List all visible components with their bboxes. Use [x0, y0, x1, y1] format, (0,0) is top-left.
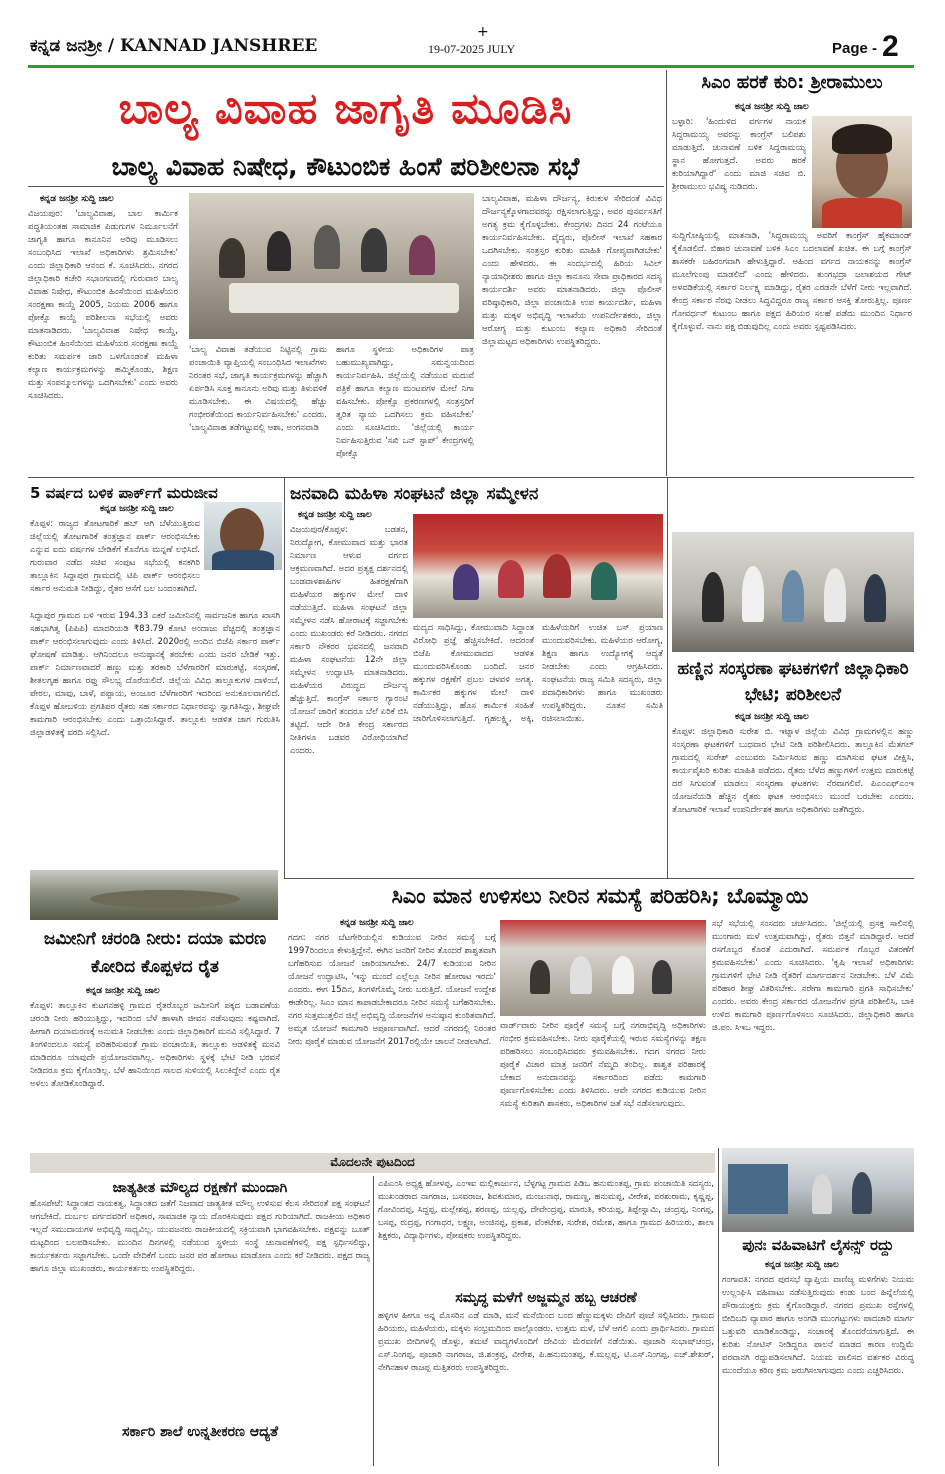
womens-headline: ಜನವಾದಿ ಮಹಿಳಾ ಸಂಘಟನೆ ಜಿಲ್ಲಾ ಸಮ್ಮೇಳನ [290, 484, 539, 504]
column-divider-2 [284, 478, 285, 878]
school-headline: ಸರ್ಕಾರಿ ಶಾಲೆ ಉನ್ನತೀಕರಣ ಆದ್ಯತೆ [121, 1424, 279, 1440]
names-column: ಎಪಿಎಂಸಿ ಅಧ್ಯಕ್ಷ ಹೋಳಪ್ಪ, ಎಂಇಐ ಮಲ್ಲಿಕಾರ್ಜುನ, ಬೆಳ್ಳಗಟ್ಟ ಗ್ರಾಮದ ಪಿಡಿಒ ಹನುಮಂತಪ್ಪ, ಗ್ರಾಮ ಪಂಚಾಯಿತಿ ಸದಸ್ಯರು, ಮುಖಂಡರಾದ ನಾಗರಾಜ, ಬಸವರಾಜ, ಶಿವಕುಮಾರ, ಮಂಜುನಾಥ, ರಾಮಣ್ಣ, ಹನುಮಪ್ಪ, ವೀರೇಶ, ಪರಶುರಾಮ, ಕೃಷ್ಣಪ್ಪ, ಗೋವಿಂದಪ್ಪ, ಸಿದ್ದಪ್ಪ, ಮಲ್ಲೇಶಪ್ಪ, ಶರಣಪ್ಪ, ಯಲ್ಲಪ್ಪ, ದೇವೇಂದ್ರಪ್ಪ, ಮಾರುತಿ, ಕರಿಯಪ್ಪ, ತಿಪ್ಪೇಸ್ವಾಮಿ, ಚಂದ್ರಪ್ಪ, ನಿಂಗಪ್ಪ, ಬಸಪ್ಪ, ರುದ್ರಪ್ಪ, ಗಂಗಾಧರ, ಲಕ್ಷ್ಮಣ, ಅಂಜಿನಪ್ಪ, ಪ್ರಕಾಶ, ವೆಂಕಟೇಶ, ಸುರೇಶ, ರಮೇಶ, ಹಾಗೂ ಗ್ರಾಮದ ಹಿರಿಯರು, ಶಾಲಾ ಶಿಕ್ಷಕರು, ವಿದ್ಯಾರ್ಥಿಗಳು, ಪೋಷಕರು ಉಪಸ್ಥಿತರಿದ್ದರು. [378, 1179, 714, 1241]
lead-column-3: ಹಾಗೂ ಸ್ಥಳೀಯ ಅಧಿಕಾರಿಗಳ ಪಾತ್ರ ಬಹುಮುಖ್ಯವಾಗಿದ್ದು, ಸಮನ್ವಯದಿಂದ ಕಾರ್ಯನಿರ್ವಹಿಸಿ. ಜಿಲ್ಲೆಯಲ್ಲಿ ನಡೆಯುವ ಮದುವೆ ಪತ್ರಿಕೆ ಹಾಗೂ ಕಲ್ಯಾಣ ಮಂಟಪಗಳ ಮೇಲೆ ನಿಗಾ ವಹಿಸಬೇಕು. ಪೋಕ್ಸೊ ಪ್ರಕರಣಗಳಲ್ಲಿ ಸಂತ್ರಸ್ತರಿಗೆ ತ್ವರಿತ ನ್ಯಾಯ ಒದಗಿಸಲು ಕ್ರಮ ವಹಿಸಬೇಕು' ಎಂದು ಸೂಚಿಸಿದರು. 'ಜಿಲ್ಲೆಯಲ್ಲಿ ಕಾರ್ಯ ನಿರ್ವಹಿಸುತ್ತಿರುವ 'ಸಖಿ ಒನ್ ಸ್ಟಾಪ್' ಕೇಂದ್ರಗಳಲ್ಲಿ ಪೋಕ್ಸೊ [336, 345, 474, 459]
dc-visit-byline: ಕನ್ನಡ ಜನಶ್ರೀ ಸುದ್ದಿ ಜಾಲ [735, 712, 809, 722]
womens-byline: ಕನ್ನಡ ಜನಶ್ರೀ ಸುದ್ದಿ ಜಾಲ [298, 510, 372, 520]
park-headline: 5 ವರ್ಷದ ಬಳಿಕ ಪಾರ್ಕ್‌ಗೆ ಮರುಜೀವ [30, 484, 218, 502]
dc-visit-column: ಕೊಪ್ಪಳ: ಜಿಲ್ಲಾಧಿಕಾರಿ ಸುರೇಶ ಬಿ. ಇಟ್ನಾಳ ಜಿಲ್ಲೆಯ ವಿವಿಧ ಗ್ರಾಮಗಳಲ್ಲಿನ ಹಣ್ಣು ಸಂಸ್ಕರಣಾ ಘಟಕಗಳಿಗೆ ಬುಧವಾರ ಭೇಟಿ ನೀಡಿ ಪರಿಶೀಲಿಸಿದರು. ತಾಲ್ಲೂಕಿನ ಮೆತಗಲ್ ಗ್ರಾಮದಲ್ಲಿ ಸುರೇಶ್ ಎಂಬುವರು ನಿರ್ಮಿಸಿರುವ ಹಣ್ಣು ಮಾಗಿಸುವ ಘಟಕ ವೀಕ್ಷಿಸಿ, ಕಾರ್ಯವೈಖರಿ ಕುರಿತು ಮಾಹಿತಿ ಪಡೆದರು. ರೈತರು ಬೆಳೆದ ಹಣ್ಣುಗಳಿಗೆ ಉತ್ತಮ ಮಾರುಕಟ್ಟೆ ದರ ಸಿಗುವಂತೆ ಮಾಡಲು ಸಂಸ್ಕರಣಾ ಘಟಕಗಳು ನೆರವಾಗಲಿವೆ. ಪಿಎಂಎಫ್‌ಎಂಇ ಯೋಜನೆಯಡಿ ಹೆಚ್ಚಿನ ರೈತರು ಘಟಕ ಆರಂಭಿಸಲು ಮುಂದೆ ಬರಬೇಕು ಎಂದರು. ತೋಟಗಾರಿಕೆ ಇಲಾಖೆ ಉಪನಿರ್ದೇಶಕ ಹಾಗೂ ಅಧಿಕಾರಿಗಳು ಜತೆಗಿದ್ದರು. [672, 727, 914, 815]
sriramulu-column-body: ಸುದ್ದಿಗೋಷ್ಠಿಯಲ್ಲಿ ಮಾತನಾಡಿ, 'ಸಿದ್ದರಾಮಯ್ಯ ಅವರಿಗೆ ಕಾಂಗ್ರೆಸ್ ಹೈಕಮಾಂಡ್ ಕೈಕೊಡಲಿದೆ. ಬಿಹಾರ ಚುನಾವಣೆ ಬಳಿಕ ಸಿಎಂ ಬದಲಾವಣೆ ಖಚಿತ. ಈ ಬಗ್ಗೆ ಕಾಂಗ್ರೆಸ್ ಶಾಸಕರೇ ಬಹಿರಂಗವಾಗಿ ಹೇಳುತ್ತಿದ್ದಾರೆ. ಅಹಿಂದ ವರ್ಗದ ನಾಯಕನನ್ನು ಕಾಂಗ್ರೆಸ್ ಮೂಲೆಗುಂಪು ಮಾಡಲಿದೆ' ಎಂದು ಹೇಳಿದರು. ತುಂಗಭದ್ರಾ ಜಲಾಶಯದ ಗೇಟ್ ಅಳವಡಿಕೆಯಲ್ಲಿ ಸರ್ಕಾರ ನಿರ್ಲಕ್ಷ್ಯ ಮಾಡಿದ್ದು, ರೈತರ ಎರಡನೇ ಬೆಳೆಗೆ ನೀರು ಇಲ್ಲವಾಗಿದೆ. ಕೇಂದ್ರ ಸರ್ಕಾರ ನೆರವು ನೀಡಲು ಸಿದ್ಧವಿದ್ದರೂ ರಾಜ್ಯ ಸರ್ಕಾರ ಆಸಕ್ತಿ ತೋರುತ್ತಿಲ್ಲ. ಪೂರ್ಣ ಗೋವರ್ಧನ್ ಕುಟುಂಬ ಹಾಗೂ ಪಕ್ಷದ ಹಿರಿಯರ ಸಲಹೆ ಪಡೆದು ಮುಂದಿನ ನಿರ್ಧಾರ ಕೈಗೊಳ್ಳುವೆ. ನಾನು ಪಕ್ಷ ಬಿಡುವುದಿಲ್ಲ ಎಂದು ಅವರು ಸ್ಪಷ್ಟಪಡಿಸಿದರು. [672, 231, 912, 332]
festival-column: ಹಳ್ಳಿಗಳ ಹೀಗೂ ಅನ್ನ ಮೊಸರಿನ ಎಡೆ ಮಾಡಿ, ಮನೆ ಮನೆಯಿಂದ ಬಂದ ಹೆಣ್ಣುಮಕ್ಕಳು ದೇವಿಗೆ ಪೂಜೆ ಸಲ್ಲಿಸಿದರು. ಗ್ರಾಮದ ಹಿರಿಯರು, ಮಹಿಳೆಯರು, ಮಕ್ಕಳು ಸಂಭ್ರಮದಿಂದ ಪಾಲ್ಗೊಂಡರು. ಉತ್ತಮ ಮಳೆ, ಬೆಳೆ ಆಗಲಿ ಎಂದು ಪ್ರಾರ್ಥಿಸಿದರು. ಗ್ರಾಮದ ಪ್ರಮುಖ ಬೀದಿಗಳಲ್ಲಿ ಡೊಳ್ಳು, ತಮಟೆ ವಾದ್ಯಗಳೊಂದಿಗೆ ದೇವಿಯ ಮೆರವಣಿಗೆ ನಡೆಯಿತು. ಪೂಜಾರಿ ಸುಭಾಷ್‌ಚಂದ್ರ, ಎಸ್.ನಿಂಗಪ್ಪ, ಪೂಜಾರಿ ನಾಗರಾಜ, ಜಿ.ಶಂಕ್ರಪ್ಪ, ವೀರೇಶ, ಪಿ.ಹನುಮಂತಪ್ಪ, ಕೆ.ಮಲ್ಲಪ್ಪ, ಟಿ.ಎಸ್.ನಿಂಗಪ್ಪ, ಎಚ್.ಶೇಖರ್, ನೇಗಿನಹಾಳ ರಾಜಪ್ಪ ಮತ್ತಿತರರು ಉಪಸ್ಥಿತರಿದ್ದರು. [378, 1311, 714, 1373]
festival-headline: ಸಮೃದ್ಧ ಮಳೆಗೆ ಅಜ್ಜಮ್ಮನ ಹಬ್ಬ ಆಚರಣೆ [455, 1290, 637, 1306]
section-banner-label: ಮೊದಲನೇ ಪುಟದಿಂದ [330, 1155, 415, 1169]
issue-date: 19-07-2025 JULY [428, 42, 516, 56]
sriramulu-column-top: ಬಳ್ಳಾರಿ: 'ಹಿಂದುಳಿದ ವರ್ಗಗಳ ನಾಯಕ ಸಿದ್ದರಾಮಯ್ಯ ಅವರನ್ನು ಕಾಂಗ್ರೆಸ್ ಬಲಿಪಶು ಮಾಡುತ್ತಿದೆ. ಚುನಾವಣೆ ಬಳಿಕ ಸಿದ್ದರಾಮಯ್ಯ ಸ್ಥಾನ ಹೋಗುತ್ತದೆ. ಅವರು ಹರಕೆ ಕುರಿಯಾಗಿದ್ದಾರೆ' ಎಂದು ಮಾಜಿ ಸಚಿವ ಬಿ. ಶ್ರೀರಾಮುಲು ಭವಿಷ್ಯ ನುಡಿದರು. [672, 117, 806, 192]
license-photo [722, 1148, 914, 1232]
bommai-photo [500, 920, 706, 1016]
lead-byline: ಕನ್ನಡ ಜನಶ್ರೀ ಸುದ್ದಿ ಜಾಲ [40, 194, 114, 204]
lead-column-4: ಬಾಲ್ಯವಿವಾಹ, ಮಹಿಳಾ ದೌರ್ಜನ್ಯ, ಕಿರುಕುಳ ಸೇರಿದಂತೆ ವಿವಿಧ ದೌರ್ಜನ್ಯಕ್ಕೊಳಗಾದವರನ್ನು ರಕ್ಷಿಸಲಾಗುತ್ತಿದ್ದು, ಅವರ ಪುನರ್ವಸತಿಗೆ ಅಗತ್ಯ ಕ್ರಮ ಕೈಗೊಳ್ಳಬೇಕು. ಕೇಂದ್ರಗಳು ದಿನದ 24 ಗಂಟೆಯೂ ಕಾರ್ಯನಿರ್ವಹಿಸಬೇಕು. ವೈದ್ಯರು, ಪೊಲೀಸ್ ಇಲಾಖೆ ಸಹಕಾರ ಒದಗಿಸಬೇಕು. ಸಂತ್ರಸ್ತರ ಕುರಿತು ಮಾಹಿತಿ ಗೋಪ್ಯವಾಗಿಡಬೇಕು' ಎಂದು ಹೇಳಿದರು. ಈ ಸಂದರ್ಭದಲ್ಲಿ ಹಿರಿಯ ಸಿವಿಲ್ ನ್ಯಾಯಾಧೀಶರು ಹಾಗೂ ಜಿಲ್ಲಾ ಕಾನೂನು ಸೇವಾ ಪ್ರಾಧಿಕಾರದ ಸದಸ್ಯ ಕಾರ್ಯದರ್ಶಿ ಅವರು ಮಾತನಾಡಿದರು. ಜಿಲ್ಲಾ ಪೊಲೀಸ್ ವರಿಷ್ಠಾಧಿಕಾರಿ, ಜಿಲ್ಲಾ ಪಂಚಾಯಿತಿ ಉಪ ಕಾರ್ಯದರ್ಶಿ, ಮಹಿಳಾ ಮತ್ತು ಮಕ್ಕಳ ಅಭಿವೃದ್ಧಿ ಇಲಾಖೆಯ ಉಪನಿರ್ದೇಶಕರು, ಜಿಲ್ಲಾ ಆರೋಗ್ಯ ಮತ್ತು ಕುಟುಂಬ ಕಲ್ಯಾಣ ಅಧಿಕಾರಿ ಸೇರಿದಂತೆ ಜಿಲ್ಲಾಮಟ್ಟದ ಅಧಿಕಾರಿಗಳು ಉಪಸ್ಥಿತರಿದ್ದರು. [482, 194, 662, 347]
masthead-title: ಕನ್ನಡ ಜನಶ್ರೀ / KANNAD JANSHREE [30, 36, 318, 56]
caste-headline: ಜಾತ್ಯತೀತ ಮೌಲ್ಯದ ರಕ್ಷಣೆಗೆ ಮುಂದಾಗಿ [112, 1180, 288, 1196]
column-divider [666, 70, 667, 476]
license-byline: ಕನ್ನಡ ಜನಶ್ರೀ ಸುದ್ದಿ ಜಾಲ [765, 1260, 839, 1270]
page-label: Page - [832, 40, 878, 57]
bommai-byline: ಕನ್ನಡ ಜನಶ್ರೀ ಸುದ್ದಿ ಜಾಲ [340, 918, 414, 928]
park-column-body: ಸಿದ್ದಾಪುರ ಗ್ರಾಮದ ಬಳಿ ಇರುವ 194.33 ಎಕರೆ ಜಮೀನಿನಲ್ಲಿ ಸಾರ್ವಜನಿಕ ಹಾಗೂ ಖಾಸಗಿ ಸಹಭಾಗಿತ್ವ (ಪಿಪಿಪಿ) ಮಾದರಿಯಡಿ ₹83.79 ಕೋಟಿ ಅಂದಾಜು ವೆಚ್ಚದಲ್ಲಿ ತಂತ್ರಜ್ಞಾನ ಪಾರ್ಕ್ ಆರಂಭಿಸಲಾಗುವುದು ಎಂದು ತಿಳಿಸಿದೆ. 2020ರಲ್ಲಿ ಅಂದಿನ ಬಿಜೆಪಿ ಸರ್ಕಾರ ಪಾರ್ಕ್ ಘೋಷಣೆ ಮಾಡಿತ್ತು. ಆಗಿನಿಂದಲೂ ಅನುಷ್ಠಾನಕ್ಕೆ ತರಬೇಕು ಎಂದು ಜನರ ಬೇಡಿಕೆ ಇತ್ತು. ಪಾರ್ಕ್ ನಿರ್ಮಾಣವಾದರೆ ಹಣ್ಣು ಮತ್ತು ತರಕಾರಿ ಬೆಳೆಗಾರರಿಗೆ ಮಾರುಕಟ್ಟೆ, ಸಂಸ್ಕರಣೆ, ಶೀತಲಗೃಹ ಹಾಗೂ ರಫ್ತು ಸೌಲಭ್ಯ ದೊರೆಯಲಿದೆ. ಜಿಲ್ಲೆಯ ವಿವಿಧ ತಾಲ್ಲೂಕುಗಳ ದಾಳಿಂಬೆ, ಪೇರಲ, ಮಾವು, ಬಾಳೆ, ಪಪ್ಪಾಯ, ಅಂಜೂರ ಬೆಳೆಗಾರರಿಗೆ ಇದರಿಂದ ಅನುಕೂಲವಾಗಲಿದೆ. ಕೊಪ್ಪಳ ಹೋಬಳಿಯ ಪ್ರಗತಿಪರ ರೈತರು ಸಹ ಸರ್ಕಾರದ ನಿರ್ಧಾರವನ್ನು ಸ್ವಾಗತಿಸಿದ್ದು, ಶೀಘ್ರವೇ ಕಾಮಗಾರಿ ಆರಂಭಿಸಬೇಕು ಎಂದು ಒತ್ತಾಯಿಸಿದ್ದಾರೆ. ತಾಲ್ಲೂಕು ಆಡಳಿತ ಜಾಗ ಗುರುತಿಸಿ ಜಿಲ್ಲಾಡಳಿತಕ್ಕೆ ವರದಿ ಸಲ್ಲಿಸಿದೆ. [30, 611, 280, 738]
lead-column-1: ವಿಜಯಪುರ: 'ಬಾಲ್ಯವಿವಾಹ, ಬಾಲ ಕಾರ್ಮಿಕ ಪದ್ಧತಿಯಂತಹ ಸಾಮಾಜಿಕ ಪಿಡುಗುಗಳ ನಿರ್ಮೂಲನೆಗೆ ಜಾಗೃತಿ ಹಾಗೂ ಕಾನೂನಿನ ಅರಿವು ಮೂಡಿಸಲು ಸಂಬಂಧಿಸಿದ ಇಲಾಖೆ ಅಧಿಕಾರಿಗಳು ಶ್ರಮಿಸಬೇಕು' ಎಂದು ಜಿಲ್ಲಾಧಿಕಾರಿ ಆನಂದ ಕೆ. ಸೂಚಿಸಿದರು. ನಗರದ ಜಿಲ್ಲಾಧಿಕಾರಿ ಕಚೇರಿ ಸಭಾಂಗಣದಲ್ಲಿ ಗುರುವಾರ ಬಾಲ್ಯ ವಿವಾಹ ನಿಷೇಧ, ಕೌಟುಂಬಿಕ ಹಿಂಸೆಯಿಂದ ಮಹಿಳೆಯರ ಸಂರಕ್ಷಣಾ ಕಾಯ್ದೆ 2005, ನಿಯಮ 2006 ಹಾಗೂ ಪೋಕ್ಸೊ ಕಾಯ್ದೆ ಪರಿಶೀಲನಾ ಸಭೆಯಲ್ಲಿ ಅವರು ಮಾತನಾಡಿದರು. 'ಬಾಲ್ಯವಿವಾಹ ನಿಷೇಧ ಕಾಯ್ದೆ, ಕೌಟುಂಬಿಕ ಹಿಂಸೆಯಿಂದ ಮಹಿಳೆಯರ ಸಂರಕ್ಷಣಾ ಕಾಯ್ದೆ ಕುರಿತು ಸಮರ್ಪಕ ಜಾರಿ ಒಳಗೊಂಡಂತೆ ಮಹಿಳಾ ಕಲ್ಯಾಣ ಕಾರ್ಯಕ್ರಮಗಳನ್ನು ಹಮ್ಮಿಕೊಂಡು, ಶಿಕ್ಷಣ ಮತ್ತು ಸಂಪನ್ಮೂಲಗಳನ್ನು ಒದಗಿಸಬೇಕು' ಎಂದು ಅವರು ಸೂಚಿಸಿದರು. [28, 209, 178, 401]
lead-subheadline: ಬಾಲ್ಯ ವಿವಾಹ ನಿಷೇಧ, ಕೌಟುಂಬಿಕ ಹಿಂಸೆ ಪರಿಶೀಲನಾ ಸಭೆ [111, 152, 580, 181]
womens-photo [413, 514, 663, 618]
bommai-column-3: ಸಭೆ ಸಭೆಯಲ್ಲಿ ಸಂಸದರು ಚರ್ಚಿಸಿದರು. 'ಜಿಲ್ಲೆಯಲ್ಲಿ ಪ್ರಸಕ್ತ ಸಾಲಿನಲ್ಲಿ ಮುಂಗಾರು ಮಳೆ ಉತ್ತಮವಾಗಿದ್ದು, ರೈತರು ಬಿತ್ತನೆ ಮಾಡಿದ್ದಾರೆ. ಆದರೆ ರಸಗೊಬ್ಬರ ಕೊರತೆ ಎದುರಾಗಿದೆ. ಸಮರ್ಪಕ ಗೊಬ್ಬರ ವಿತರಣೆಗೆ ಕ್ರಮವಹಿಸಬೇಕು' ಎಂದು ಸೂಚಿಸಿದರು. 'ಕೃಷಿ ಇಲಾಖೆ ಅಧಿಕಾರಿಗಳು ಗ್ರಾಮಗಳಿಗೆ ಭೇಟಿ ನೀಡಿ ರೈತರಿಗೆ ಮಾರ್ಗದರ್ಶನ ನೀಡಬೇಕು. ಬೆಳೆ ವಿಮೆ ಪರಿಹಾರ ಶೀಘ್ರ ವಿತರಿಸಬೇಕು. ನರೇಗಾ ಕಾಮಗಾರಿ ಪ್ರಗತಿ ಸಾಧಿಸಬೇಕು' ಎಂದರು. ಅವರು ಕೇಂದ್ರ ಸರ್ಕಾರದ ಯೋಜನೆಗಳ ಪ್ರಗತಿ ಪರಿಶೀಲಿಸಿ, ಬಾಕಿ ಉಳಿದ ಕಾಮಗಾರಿ ಪೂರ್ಣಗೊಳಿಸಲು ಸೂಚಿಸಿದರು. ಜಿಲ್ಲಾಧಿಕಾರಿ ಹಾಗೂ ಜಿ.ಪಂ. ಸಿಇಒ ಇದ್ದರು. [712, 919, 914, 1033]
lead-headline: ಬಾಲ್ಯ ವಿವಾಹ ಜಾಗೃತಿ ಮೂಡಿಸಿ [118, 84, 573, 134]
section-rule-2 [284, 878, 914, 879]
dc-visit-photo [672, 532, 914, 652]
license-column: ಗಂಗಾವತಿ: ನಗರದ ಪುರಸಭೆ ವ್ಯಾಪ್ತಿಯ ವಾಣಿಜ್ಯ ಮಳಿಗೆಗಳು ನಿಯಮ ಉಲ್ಲಂಘಿಸಿ ವಹಿವಾಟು ನಡೆಸುತ್ತಿರುವುದು ಕಂಡು ಬಂದ ಹಿನ್ನೆಲೆಯಲ್ಲಿ ಪೌರಾಯುಕ್ತರು ಕ್ರಮ ಕೈಗೊಂಡಿದ್ದಾರೆ. ನಗರದ ಪ್ರಮುಖ ರಸ್ತೆಗಳಲ್ಲಿ ಬೀದಿಬದಿ ವ್ಯಾಪಾರ ಹಾಗೂ ಅಂಗಡಿ ಮುಂಗಟ್ಟುಗಳು ಪಾದಚಾರಿ ಮಾರ್ಗ ಒತ್ತುವರಿ ಮಾಡಿಕೊಂಡಿದ್ದು, ಸಂಚಾರಕ್ಕೆ ತೊಂದರೆಯಾಗುತ್ತಿದೆ. ಈ ಕುರಿತು ನೋಟಿಸ್ ನೀಡಿದ್ದರೂ ಪಾಲನೆ ಮಾಡದ ಕಾರಣ ಉದ್ದಿಮೆ ಪರವಾನಗಿ ರದ್ದುಪಡಿಸಲಾಗಿದೆ. ನಿಯಮ ಪಾಲಿಸದ ವರ್ತಕರ ವಿರುದ್ಧ ಮುಂದೆಯೂ ಕಠಿಣ ಕ್ರಮ ಜರುಗಿಸಲಾಗುವುದು ಎಂದು ಎಚ್ಚರಿಸಿದರು. [722, 1275, 914, 1376]
womens-column-1: ವಿಜಯಪುರ/ಕೊಪ್ಪಳ: ಬಡತನ, ನಿರುದ್ಯೋಗ, ಕೋಮುವಾದ ಮತ್ತು ಭಾರತ ನಿರ್ಮಾಣ ಆಳುವ ವರ್ಗದ ಆಕ್ರಮಣವಾಗಿದೆ. ಅದರ ಪ್ರತ್ಯಕ್ಷ ದರ್ಶನದಲ್ಲಿ ಬಂಡವಾಳಶಾಹಿಗಳ ಹಿತರಕ್ಷಣೆಗಾಗಿ ಮಹಿಳೆಯರ ಹಕ್ಕುಗಳ ಮೇಲೆ ದಾಳಿ ನಡೆಯುತ್ತಿದೆ. ಮಹಿಳಾ ಸಂಘಟನೆ ಜಿಲ್ಲಾ ಸಮ್ಮೇಳನ ನಡೆಸಿ ಹೋರಾಟಕ್ಕೆ ಸಜ್ಜಾಗಬೇಕು ಎಂದು ಮುಖಂಡರು ಕರೆ ನೀಡಿದರು. ನಗರದ ಸರ್ಕಾರಿ ನೌಕರರ ಭವನದಲ್ಲಿ ಜನವಾದಿ ಮಹಿಳಾ ಸಂಘಟನೆಯ 12ನೇ ಜಿಲ್ಲಾ ಸಮ್ಮೇಳನ ಉದ್ಘಾಟಿಸಿ ಮಾತನಾಡಿದರು. ಮಹಿಳೆಯರ ವಿರುದ್ಧದ ದೌರ್ಜನ್ಯ ಹೆಚ್ಚುತ್ತಿದೆ. ಕಾಂಗ್ರೆಸ್ ಸರ್ಕಾರ ಗ್ಯಾರಂಟಿ ಯೋಜನೆ ಜಾರಿಗೆ ತಂದರೂ ಬೆಲೆ ಏರಿಕೆ ಬಿಸಿ ತಟ್ಟಿದೆ. ಆದೇ ರೀತಿ ಕೇಂದ್ರ ಸರ್ಕಾರದ ನೀತಿಗಳೂ ಬಡವರ ವಿರೋಧಿಯಾಗಿವೆ ಎಂದರು. [290, 525, 408, 756]
bommai-headline: ಸಿಎಂ ಮಾನ ಉಳಿಸಲು ನೀರಿನ ಸಮಸ್ಯೆ ಪರಿಹರಿಸಿ; ಬೊಮ್ಮಾಯಿ [391, 884, 809, 908]
sriramulu-headline: ಸಿಎಂ ಹರಕೆ ಕುರಿ: ಶ್ರೀರಾಮುಲು [701, 72, 883, 93]
sewage-photo [30, 870, 278, 920]
dc-visit-headline: ಹಣ್ಣಿನ ಸಂಸ್ಕರಣಾ ಘಟಕಗಳಿಗೆ ಜಿಲ್ಲಾಧಿಕಾರಿ ಭೇಟಿ; ಪರಿಶೀಲನೆ [677, 659, 909, 705]
section-rule-1 [28, 477, 914, 478]
meeting-photo [189, 193, 474, 339]
lead-column-2: 'ಬಾಲ್ಯ ವಿವಾಹ ತಡೆಯುವ ನಿಟ್ಟಿನಲ್ಲಿ ಗ್ರಾಮ ಪಂಚಾಯಿತಿ ವ್ಯಾಪ್ತಿಯಲ್ಲಿ ಸಂಬಂಧಿಸಿದ ಇಲಾಖೆಗಳು ನಿರಂತರ ಸಭೆ, ಜಾಗೃತಿ ಕಾರ್ಯಕ್ರಮಗಳನ್ನು ಹೆಚ್ಚಾಗಿ ಏರ್ಪಡಿಸಿ ಸೂಕ್ತ ಕಾನೂನು ಅರಿವು ಮತ್ತು ತಿಳುವಳಿಕೆ ಮೂಡಿಸಬೇಕು. ಈ ವಿಷಯದಲ್ಲಿ ಹೆಚ್ಚು ಗಂಭೀರತೆಯಿಂದ ಕಾರ್ಯನಿರ್ವಹಿಸಬೇಕು' ಎಂದರು. 'ಬಾಲ್ಯವಿವಾಹ ತಡೆಗಟ್ಟುವಲ್ಲಿ ಆಶಾ, ಅಂಗನವಾಡಿ [189, 345, 327, 433]
caste-column: ಹೊಸಪೇಟೆ: ಸಿದ್ಧಾಂತದ ನಾಯಕತ್ವ, ಸಿದ್ಧಾಂತದ ಜತೆಗೆ ನಿಜವಾದ ಜಾತ್ಯತೀತ ಮೌಲ್ಯ ಉಳಿಸುವ ಕೆಲಸ ಸೇರಿದಂತೆ ಪಕ್ಷ ಸಂಘಟನೆ ಆಗಬೇಕಿದೆ. ದುರ್ಬಲ ವರ್ಗದವರಿಗೆ ಅಧಿಕಾರ, ಸಾಮಾಜಿಕ ನ್ಯಾಯ ದೊರಕಿಸುವುದು ಪಕ್ಷದ ಗುರಿಯಾಗಿದೆ. ರಾಜಕೀಯ ಅಧಿಕಾರ ಇಲ್ಲದೆ ಸಮುದಾಯಗಳ ಅಭಿವೃದ್ಧಿ ಸಾಧ್ಯವಿಲ್ಲ. ಯುವಜನರು ರಾಜಕೀಯದಲ್ಲಿ ಸಕ್ರಿಯವಾಗಿ ಭಾಗವಹಿಸಬೇಕು. ಪಕ್ಷವನ್ನು ಬೂತ್ ಮಟ್ಟದಿಂದ ಬಲಪಡಿಸಬೇಕು. ಮುಂದಿನ ದಿನಗಳಲ್ಲಿ ನಡೆಯುವ ಸ್ಥಳೀಯ ಸಂಸ್ಥೆ ಚುನಾವಣೆಗಳಲ್ಲಿ ಪಕ್ಷ ಸ್ಪರ್ಧಿಸಲಿದ್ದು, ಕಾರ್ಯಕರ್ತರು ಸಜ್ಜಾಗಬೇಕು. ಒಂದೇ ವೇದಿಕೆಗೆ ಬಂದು ಜನರ ಪರ ಹೋರಾಟ ಮಾಡೋಣ ಎಂದು ಕರೆ ನೀಡಿದರು. ಪಕ್ಷದ ರಾಜ್ಯ ಹಾಗೂ ಜಿಲ್ಲಾ ಮುಖಂಡರು, ಕಾರ್ಯಕರ್ತರು ಉಪಸ್ಥಿತರಿದ್ದರು. [30, 1199, 370, 1274]
park-byline: ಕನ್ನಡ ಜನಶ್ರೀ ಸುದ್ದಿ ಜಾಲ [100, 504, 174, 514]
sewage-byline: ಕನ್ನಡ ಜನಶ್ರೀ ಸುದ್ದಿ ಜಾಲ [86, 986, 160, 996]
lead-rule [28, 186, 664, 187]
masthead-rule [28, 65, 914, 68]
sriramulu-photo [812, 116, 912, 228]
bommai-column-1: ಗದಗ: ನಗರ ಬೆಟಗೇರಿಯಲ್ಲಿನ ಕುಡಿಯುವ ನೀರಿನ ಸಮಸ್ಯೆ ಬಗ್ಗೆ 1997ರಿಂದಲೂ ಕೇಳುತ್ತಿದ್ದೇನೆ. ಈಗಿನ ಜನರಿಗೆ ನೀರಿನ ತೊಂದರೆ ಶಾಶ್ವತವಾಗಿ ಬಗೆಹರಿಸುವ ಯೋಜನೆ ಜಾರಿಯಾಗಬೇಕು. 24/7 ಕುಡಿಯುವ ನೀರಿನ ಯೋಜನೆ ಉದ್ಘಾಟಿಸಿ, 'ಇನ್ನು ಮುಂದೆ ಎಲ್ಲೆಲ್ಲೂ ನೀರಿನ ಹೋರಾಟ ಇರದು' ಎಂದರು. ಈಗ 15ದಿನ, ತಿಂಗಳಿಗೊಮ್ಮೆ ನೀರು ಬರುತ್ತಿದೆ. ಯೋಜನೆ ಉದ್ದೇಶ ಈಡೇರಿಲ್ಲ. ಸಿಎಂ ಮಾನ ಕಾಪಾಡಬೇಕಾದರೂ ನೀರಿನ ಸಮಸ್ಯೆ ಬಗೆಹರಿಸಬೇಕು. ನಗರ ಸುತ್ತಮುತ್ತಲಿನ ಜಿಲ್ಲೆ ಅಭಿವೃದ್ಧಿ ಯೋಜನೆಗಳ ಅನುಷ್ಠಾನ ಕುಂಠಿತವಾಗಿದೆ. ಅಮೃತ ಯೋಜನೆ ಕಾಮಗಾರಿ ಅಪೂರ್ಣವಾಗಿದೆ. ಆದರೆ ನಗರದಲ್ಲಿ ನಿರಂತರ ನೀರು ಪೂರೈಕೆ ಮಾಡುವ ಯೋಜನೆಗೆ 2017ರಲ್ಲಿಯೇ ಚಾಲನೆ ನೀಡಲಾಗಿದೆ. [288, 933, 496, 1047]
bommai-column-2: ವಾರ್ಡ್‌ವಾರು ನೀರಿನ ಪೂರೈಕೆ ಸಮಸ್ಯೆ ಬಗ್ಗೆ ನಗರಾಭಿವೃದ್ಧಿ ಅಧಿಕಾರಿಗಳು ಗಂಭೀರ ಕ್ರಮವಹಿಸಬೇಕು. ನೀರು ಪೂರೈಕೆಯಲ್ಲಿ ಇರುವ ಸಮಸ್ಯೆಗಳನ್ನು ತಕ್ಷಣ ಪರಿಹರಿಸಲು ಸಂಬಂಧಿಸಿದವರು ಕ್ರಮವಹಿಸಬೇಕು. ಗದಗ ನಗರದ ನೀರು ಪೂರೈಕೆ ವಿಚಾರ ಮಾತ್ರ ಜನರಿಗೆ ನೆಮ್ಮದಿ ತಂದಿಲ್ಲ. ಶಾಶ್ವತ ಪರಿಹಾರಕ್ಕೆ ಬೇಕಾದ ಅನುದಾನವನ್ನು ಸರ್ಕಾರದಿಂದ ಪಡೆದು ಕಾಮಗಾರಿ ಪೂರ್ಣಗೊಳಿಸಬೇಕು ಎಂದು ತಿಳಿಸಿದರು. ಆವೇ ನಗರದ ಕುಡಿಯುವ ನೀರಿನ ಸಮಸ್ಯೆ ಕುರಿತಾಗಿ ಶಾಸಕರು, ಅಧಿಕಾರಿಗಳ ಜತೆ ಸಭೆ ನಡೆಸಲಾಗುವುದು. [500, 1021, 706, 1109]
column-divider-3 [667, 478, 668, 878]
sewage-headline: ಜಮೀನಿಗೆ ಚರಂಡಿ ನೀರು: ದಯಾ ಮರಣ ಕೋರಿದ ಕೊಪ್ಪಳದ ರೈತ [43, 929, 267, 977]
license-headline: ಪುನಃ ವಹಿವಾಟಿಗೆ ಲೈಸನ್ಸ್ ರದ್ದು [742, 1236, 894, 1254]
column-divider-4 [373, 1176, 374, 1466]
womens-column-2: ಮದ್ಯದ ಸಾಧಿಸಿದ್ದು, ಕೋಮುವಾದಿ ಸಿದ್ಧಾಂತ ವಿರೋಧಿ ಪ್ರಜ್ಞೆ ಹೆಚ್ಚಿಸಬೇಕಿದೆ. ಆದರಂತೆ ಬಿಜೆಪಿ ಕೋಮುವಾದದ ಆಡಳಿತ ಮುಂದುವರಿಸಿಕೊಂಡು ಬಂದಿದೆ. ಜನರ ಹಕ್ಕುಗಳ ರಕ್ಷಣೆಗೆ ಪ್ರಬಲ ಚಳವಳಿ ಅಗತ್ಯ. ಕಾರ್ಮಿಕರ ಹಕ್ಕುಗಳ ಮೇಲೆ ದಾಳಿ ನಡೆಯುತ್ತಿದ್ದು, ಹೊಸ ಕಾರ್ಮಿಕ ಸಂಹಿತೆ ಜಾರಿಗೊಳಿಸಲಾಗುತ್ತಿದೆ. ಗೃಹಲಕ್ಷ್ಮಿ, ಅಕ್ಕಿ, ಮಹಿಳೆಯರಿಗೆ ಉಚಿತ ಬಸ್ ಪ್ರಯಾಣ ಮುಂದುವರಿಸಬೇಕು. ಮಹಿಳೆಯರ ಆರೋಗ್ಯ, ಶಿಕ್ಷಣ ಹಾಗೂ ಉದ್ಯೋಗಕ್ಕೆ ಆದ್ಯತೆ ನೀಡಬೇಕು ಎಂದು ಆಗ್ರಹಿಸಿದರು. ಸಂಘಟನೆಯ ರಾಜ್ಯ ಸಮಿತಿ ಸದಸ್ಯರು, ಜಿಲ್ಲಾ ಪದಾಧಿಕಾರಿಗಳು ಹಾಗೂ ಮುಖಂಡರು ಉಪಸ್ಥಿತರಿದ್ದರು. ನೂತನ ಸಮಿತಿ ರಚಿಸಲಾಯಿತು. [413, 623, 663, 724]
column-divider-5 [718, 1148, 719, 1466]
sriramulu-byline: ಕನ್ನಡ ಜನಶ್ರೀ ಸುದ್ದಿ ಜಾಲ [735, 102, 809, 112]
page-number: 2 [882, 30, 899, 63]
park-photo [204, 502, 282, 570]
registration-mark-icon: + [477, 24, 489, 40]
park-column-top: ಕೊಪ್ಪಳ: ರಾಜ್ಯದ ತೋಟಗಾರಿಕೆ ಹಬ್ ಆಗಿ ಬೆಳೆಯುತ್ತಿರುವ ಜಿಲ್ಲೆಯಲ್ಲಿ ತೋಟಗಾರಿಕೆ ತಂತ್ರಜ್ಞಾನ ಪಾರ್ಕ್ ಆರಂಭಿಸಬೇಕು ಎನ್ನುವ ಐದು ವರ್ಷಗಳ ಬೇಡಿಕೆಗೆ ಕೊನೆಗೂ ಮನ್ನಣೆ ಲಭಿಸಿದೆ. ಗುರುವಾರ ನಡೆದ ಸಚಿವ ಸಂಪುಟ ಸಭೆಯಲ್ಲಿ ಕನಕಗಿರಿ ತಾಲ್ಲೂಕಿನ ಸಿದ್ದಾಪುರ ಗ್ರಾಮದಲ್ಲಿ ಟಿಪಿ ಪಾರ್ಕ್ ಆರಂಭಿಸಲು ಸರ್ಕಾರ ಅನುಮತಿ ನೀಡಿದ್ದು, ರೈತರ ಆಸೆಗೆ ಬಲ ಬಂದಂತಾಗಿದೆ. [30, 519, 200, 594]
sewage-column: ಕೊಪ್ಪಳ: ತಾಲ್ಲೂಕಿನ ಕುಟಗನಹಳ್ಳಿ ಗ್ರಾಮದ ರೈತರೊಬ್ಬರ ಜಮೀನಿಗೆ ಪಕ್ಕದ ಬಡಾವಣೆಯ ಚರಂಡಿ ನೀರು ಹರಿಯುತ್ತಿದ್ದು, ಇದರಿಂದ ಬೆಳೆ ಹಾಳಾಗಿ ಜೀವನ ನಡೆಸುವುದು ಕಷ್ಟವಾಗಿದೆ. ಹೀಗಾಗಿ ದಯಾಮರಣಕ್ಕೆ ಅನುಮತಿ ನೀಡಬೇಕು ಎಂದು ಜಿಲ್ಲಾಧಿಕಾರಿಗೆ ಮನವಿ ಸಲ್ಲಿಸಿದ್ದಾರೆ. 7 ತಿಂಗಳಿಂದಲೂ ಸಮಸ್ಯೆ ಪರಿಹರಿಸುವಂತೆ ಗ್ರಾಮ ಪಂಚಾಯಿತಿ, ತಾಲ್ಲೂಕು ಆಡಳಿತಕ್ಕೆ ಮನವಿ ಮಾಡಿದರೂ ಯಾವುದೇ ಪ್ರಯೋಜನವಾಗಿಲ್ಲ. ಅಧಿಕಾರಿಗಳು ಸ್ಥಳಕ್ಕೆ ಭೇಟಿ ನೀಡಿ ಭರವಸೆ ನೀಡಿದರೂ ಕ್ರಮ ಕೈಗೊಂಡಿಲ್ಲ. ಬೆಳೆ ಹಾನಿಯಿಂದ ಸಾಲದ ಸುಳಿಯಲ್ಲಿ ಸಿಲುಕಿದ್ದೇನೆ ಎಂದು ರೈತ ಅಳಲು ತೋಡಿಕೊಂಡಿದ್ದಾರೆ. [30, 1001, 280, 1089]
